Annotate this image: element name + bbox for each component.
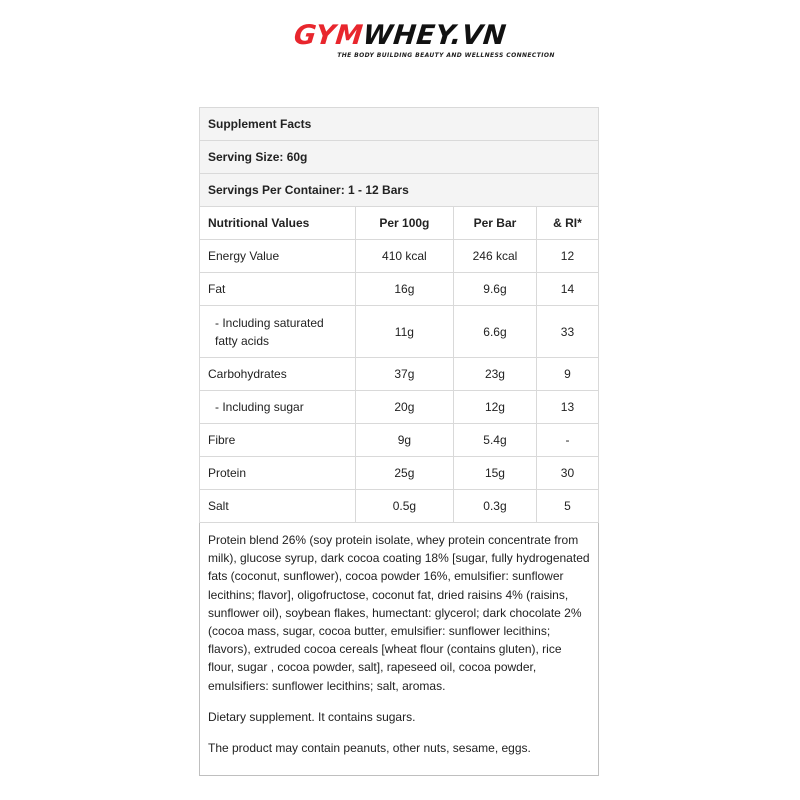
logo-tagline: THE BODY BUILDING BEAUTY AND WELLNESS CONNECTION — [337, 52, 555, 59]
logo-part-whey: WHEY.VN — [361, 20, 508, 51]
row-per-100g: 37g — [355, 358, 453, 391]
row-label-text: - Including saturated fatty acids — [215, 315, 324, 348]
row-per-100g: 11g — [355, 306, 453, 358]
row-label: Fibre — [200, 424, 356, 457]
dietary-text: Dietary supplement. It contains sugars. — [208, 709, 416, 724]
row-per-100g: 9g — [355, 424, 453, 457]
row-per-100g: 0.5g — [355, 490, 453, 523]
row-label: Fat — [200, 273, 356, 306]
header-per-100g: Per 100g — [355, 207, 453, 240]
row-label: Carbohydrates — [200, 358, 356, 391]
row-per-100g: 20g — [355, 391, 453, 424]
ingredients-text: Protein blend 26% (soy protein isolate, whey protein concentrate from milk), glucose syrup, dark cocoa coating 18% [sugar, fully hydrogenated fats (coconut, sunflower), cocoa powder 16%, emulsifier: sunflower lecithins; flavor], oligofructose, coconut fat, dried raisins 4% (raisins, sunflower oil), soybean flakes, humectant: glycerol; dark chocolate 2% (cocoa mass, sugar, cocoa butter, emulsifier: sunflower lecithins; flavors), extruded cocoa cereals [wheat flour (contains gluten), rice flour, sugar , cocoa powder, salt], rapeseed oil, cocoa powder, emulsifiers: sunflower lecithins; salt, aromas. — [208, 533, 590, 693]
row-per-100g: 16g — [355, 273, 453, 306]
row-label: Salt — [200, 490, 356, 523]
logo-wordmark — [292, 20, 508, 52]
servings-per-container-row — [200, 174, 599, 207]
row-per-bar: 15g — [453, 457, 536, 490]
product-notes — [200, 523, 598, 757]
facts-title-row — [200, 108, 599, 141]
row-ri: 5 — [536, 490, 598, 523]
gymwhey-logo — [0, 20, 800, 59]
servings-per-container: Servings Per Container: 1 - 12 Bars — [200, 174, 599, 207]
logo-part-gym: GYM — [292, 20, 365, 51]
table-row — [200, 424, 599, 457]
row-per-bar: 0.3g — [453, 490, 536, 523]
supplement-facts-panel — [199, 107, 599, 776]
row-label: Protein — [200, 457, 356, 490]
row-per-bar: 6.6g — [453, 306, 536, 358]
table-row — [200, 240, 599, 273]
table-row — [200, 391, 599, 424]
header-nutritional-values: Nutritional Values — [200, 207, 356, 240]
row-per-100g: 410 kcal — [355, 240, 453, 273]
table-row — [200, 306, 599, 358]
row-per-100g: 25g — [355, 457, 453, 490]
row-label — [200, 391, 356, 424]
row-ri: - — [536, 424, 598, 457]
row-ri: 33 — [536, 306, 598, 358]
table-row — [200, 273, 599, 306]
row-ri: 9 — [536, 358, 598, 391]
row-per-bar: 246 kcal — [453, 240, 536, 273]
table-row — [200, 457, 599, 490]
serving-size-row — [200, 141, 599, 174]
allergens-text: The product may contain peanuts, other nuts, sesame, eggs. — [208, 741, 531, 756]
row-per-bar: 12g — [453, 391, 536, 424]
row-per-bar: 9.6g — [453, 273, 536, 306]
table-header-row — [200, 207, 599, 240]
table-row — [200, 358, 599, 391]
row-ri: 30 — [536, 457, 598, 490]
row-label-text: - Including sugar — [215, 400, 304, 414]
header-per-bar: Per Bar — [453, 207, 536, 240]
supplement-facts-table — [199, 107, 599, 523]
row-label — [200, 306, 356, 358]
header-ri: & RI* — [536, 207, 598, 240]
row-ri: 13 — [536, 391, 598, 424]
row-per-bar: 23g — [453, 358, 536, 391]
row-ri: 14 — [536, 273, 598, 306]
table-row — [200, 490, 599, 523]
row-ri: 12 — [536, 240, 598, 273]
facts-title: Supplement Facts — [200, 108, 599, 141]
row-per-bar: 5.4g — [453, 424, 536, 457]
serving-size: Serving Size: 60g — [200, 141, 599, 174]
row-label: Energy Value — [200, 240, 356, 273]
